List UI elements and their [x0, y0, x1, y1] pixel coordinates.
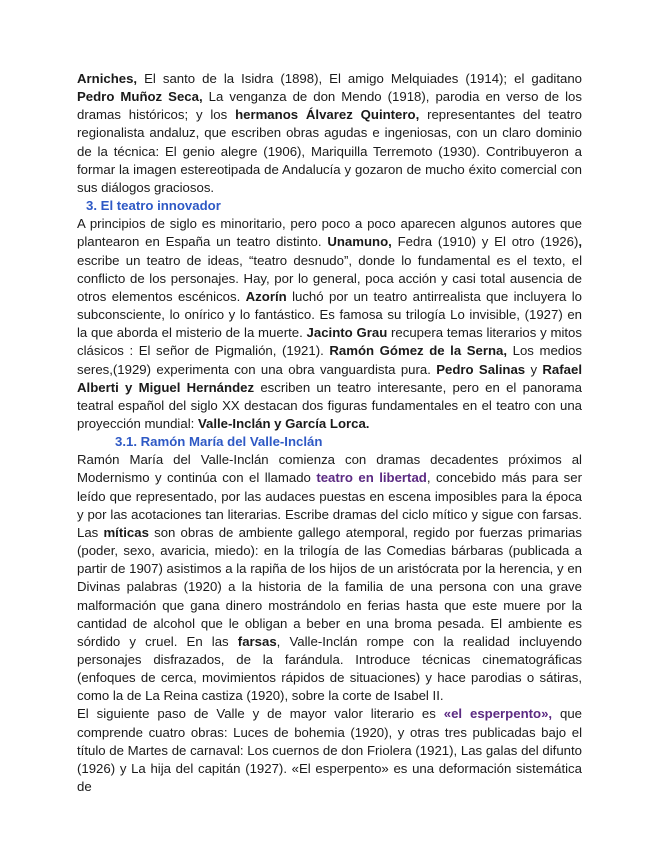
author-name: Azorín — [245, 288, 287, 304]
paragraph-text: Ramón María del Valle-Inclán comienza con dramas decadentes próximos al Modernismo y continúa con el llamado — [77, 452, 582, 486]
paragraph-text: recupera temas literarios y mitos clásicos : El señor de Pigmalión, (1921). — [77, 325, 582, 359]
author-name: Ramón Gómez de la Serna, — [329, 343, 508, 359]
paragraph-text: La venganza de don Mendo (1918), parodia en verso de los dramas históricos; y los — [77, 89, 582, 123]
paragraph-text: El siguiente paso de Valle y de mayor valor literario es — [77, 706, 444, 722]
paragraph-text: , Valle-Inclán rompe con la realidad incluyendo personajes disfrazados, de la farándula. Introduce técnicas cinematográficas (enfoques de cerca, movimientos rápidos de situaciones) y hace parodias o sátiras, como la de La Reina castiza (1920), sobre la corte de Isabel II. — [77, 633, 582, 704]
paragraph-text: luchó por un teatro antirrealista que incluyera lo subconsciente, lo onírico y lo fantástico. Es famosa su trilogía Lo invisible, (1927) en la que aborda el misterio de la muerte. — [77, 288, 583, 341]
paragraph-text: y — [525, 361, 543, 377]
paragraph-text: son obras de ambiente gallego atemporal, regido por fuerzas primarias (poder, sexo, avaricia, miedo): en la trilogía de las Comedias bárbaras (publicada a partir de 1907) asistimos a la rapiña de los hijos de un aristócrata por la herencia, y en Divinas palabras (1920) a la historia de la familia de una persona con una grave malformación que gana dinero mostrándolo en ferias hasta que este muere por la cantidad de alcohol que le obligan a beber en una broma pesada. El ambiente es sórdido y cruel. En las — [77, 524, 582, 649]
author-name: Unamuno, — [327, 234, 392, 250]
author-name: Arniches, — [77, 71, 138, 86]
paragraph-teatro-innovador — [77, 215, 582, 433]
paragraph-esperpento — [77, 705, 582, 796]
paragraph-text: representantes del teatro regionalista andaluz, que escriben obras agudas e ingeniosas, con un claro dominio de la técnica: El genio alegre (1906), Mariquilla Terremoto (1930). Contribuyeron a formar la imagen estereotipada de Andalucía y gozaron de mucho éxito comercial con sus diálogos graciosos. — [77, 107, 582, 195]
paragraph-costumbrista — [77, 70, 582, 197]
author-name: hermanos Álvarez Quintero, — [235, 107, 420, 123]
bold-term: míticas — [103, 524, 149, 540]
bold-term: farsas — [237, 633, 277, 649]
paragraph-text: Los medios seres,(1929) experimenta con una obra vanguardista pura. — [77, 343, 582, 377]
author-name: Rafael Alberti y Miguel Hernández — [77, 361, 582, 395]
author-name: Pedro Salinas — [436, 361, 526, 377]
subsection-heading-valle-inclan: 3.1. Ramón María del Valle-Inclán — [115, 434, 323, 450]
paragraph-text: El santo de la Isidra (1898), El amigo Melquiades (1914); el gaditano — [137, 71, 582, 86]
paragraph-text: que comprende cuatro obras: Luces de bohemia (1920), y otras tres publicadas bajo el título de Martes de carnaval: Los cuernos de don Friolera (1921), Las galas del difunto (1926) y La hija del capitán (1927). «El esperpento» es una deformación sistemática de — [77, 706, 582, 795]
bold-punctuation: , — [578, 234, 583, 250]
highlighted-term: teatro en libertad — [316, 470, 427, 486]
paragraph-text: Fedra (1910) y El otro (1926) — [391, 234, 579, 250]
paragraph-text: escribe un teatro de ideas, “teatro desnudo”, donde lo fundamental es el texto, el conflicto de los personajes. Hay, por lo general, poca acción y casi total ausencia de otros elementos escénicos. — [77, 252, 582, 304]
paragraph-valle-inclan — [77, 451, 582, 705]
author-name: Pedro Muñoz Seca, — [77, 89, 203, 105]
section-heading-teatro-innovador: 3. El teatro innovador — [86, 198, 221, 214]
document-body — [77, 70, 582, 796]
author-name: Valle-Inclán y García Lorca. — [197, 415, 370, 431]
author-name: Jacinto Grau — [306, 325, 388, 341]
paragraph-text: A principios de siglo es minoritario, pero poco a poco aparecen algunos autores que plantearon en España un teatro distinto. — [77, 216, 582, 250]
paragraph-text: , concebido más para ser leído que representado, por las audaces puestas en escena imposibles para la época y por las acotaciones tan literarias. Escribe dramas del ciclo mítico y sigue con farsas. Las — [77, 470, 582, 540]
highlighted-term: «el esperpento», — [443, 706, 553, 722]
paragraph-text: escriben un teatro interesante, pero en el panorama teatral español del siglo XX destacan dos figuras fundamentales en el teatro con una proyección mundial: — [77, 379, 582, 431]
